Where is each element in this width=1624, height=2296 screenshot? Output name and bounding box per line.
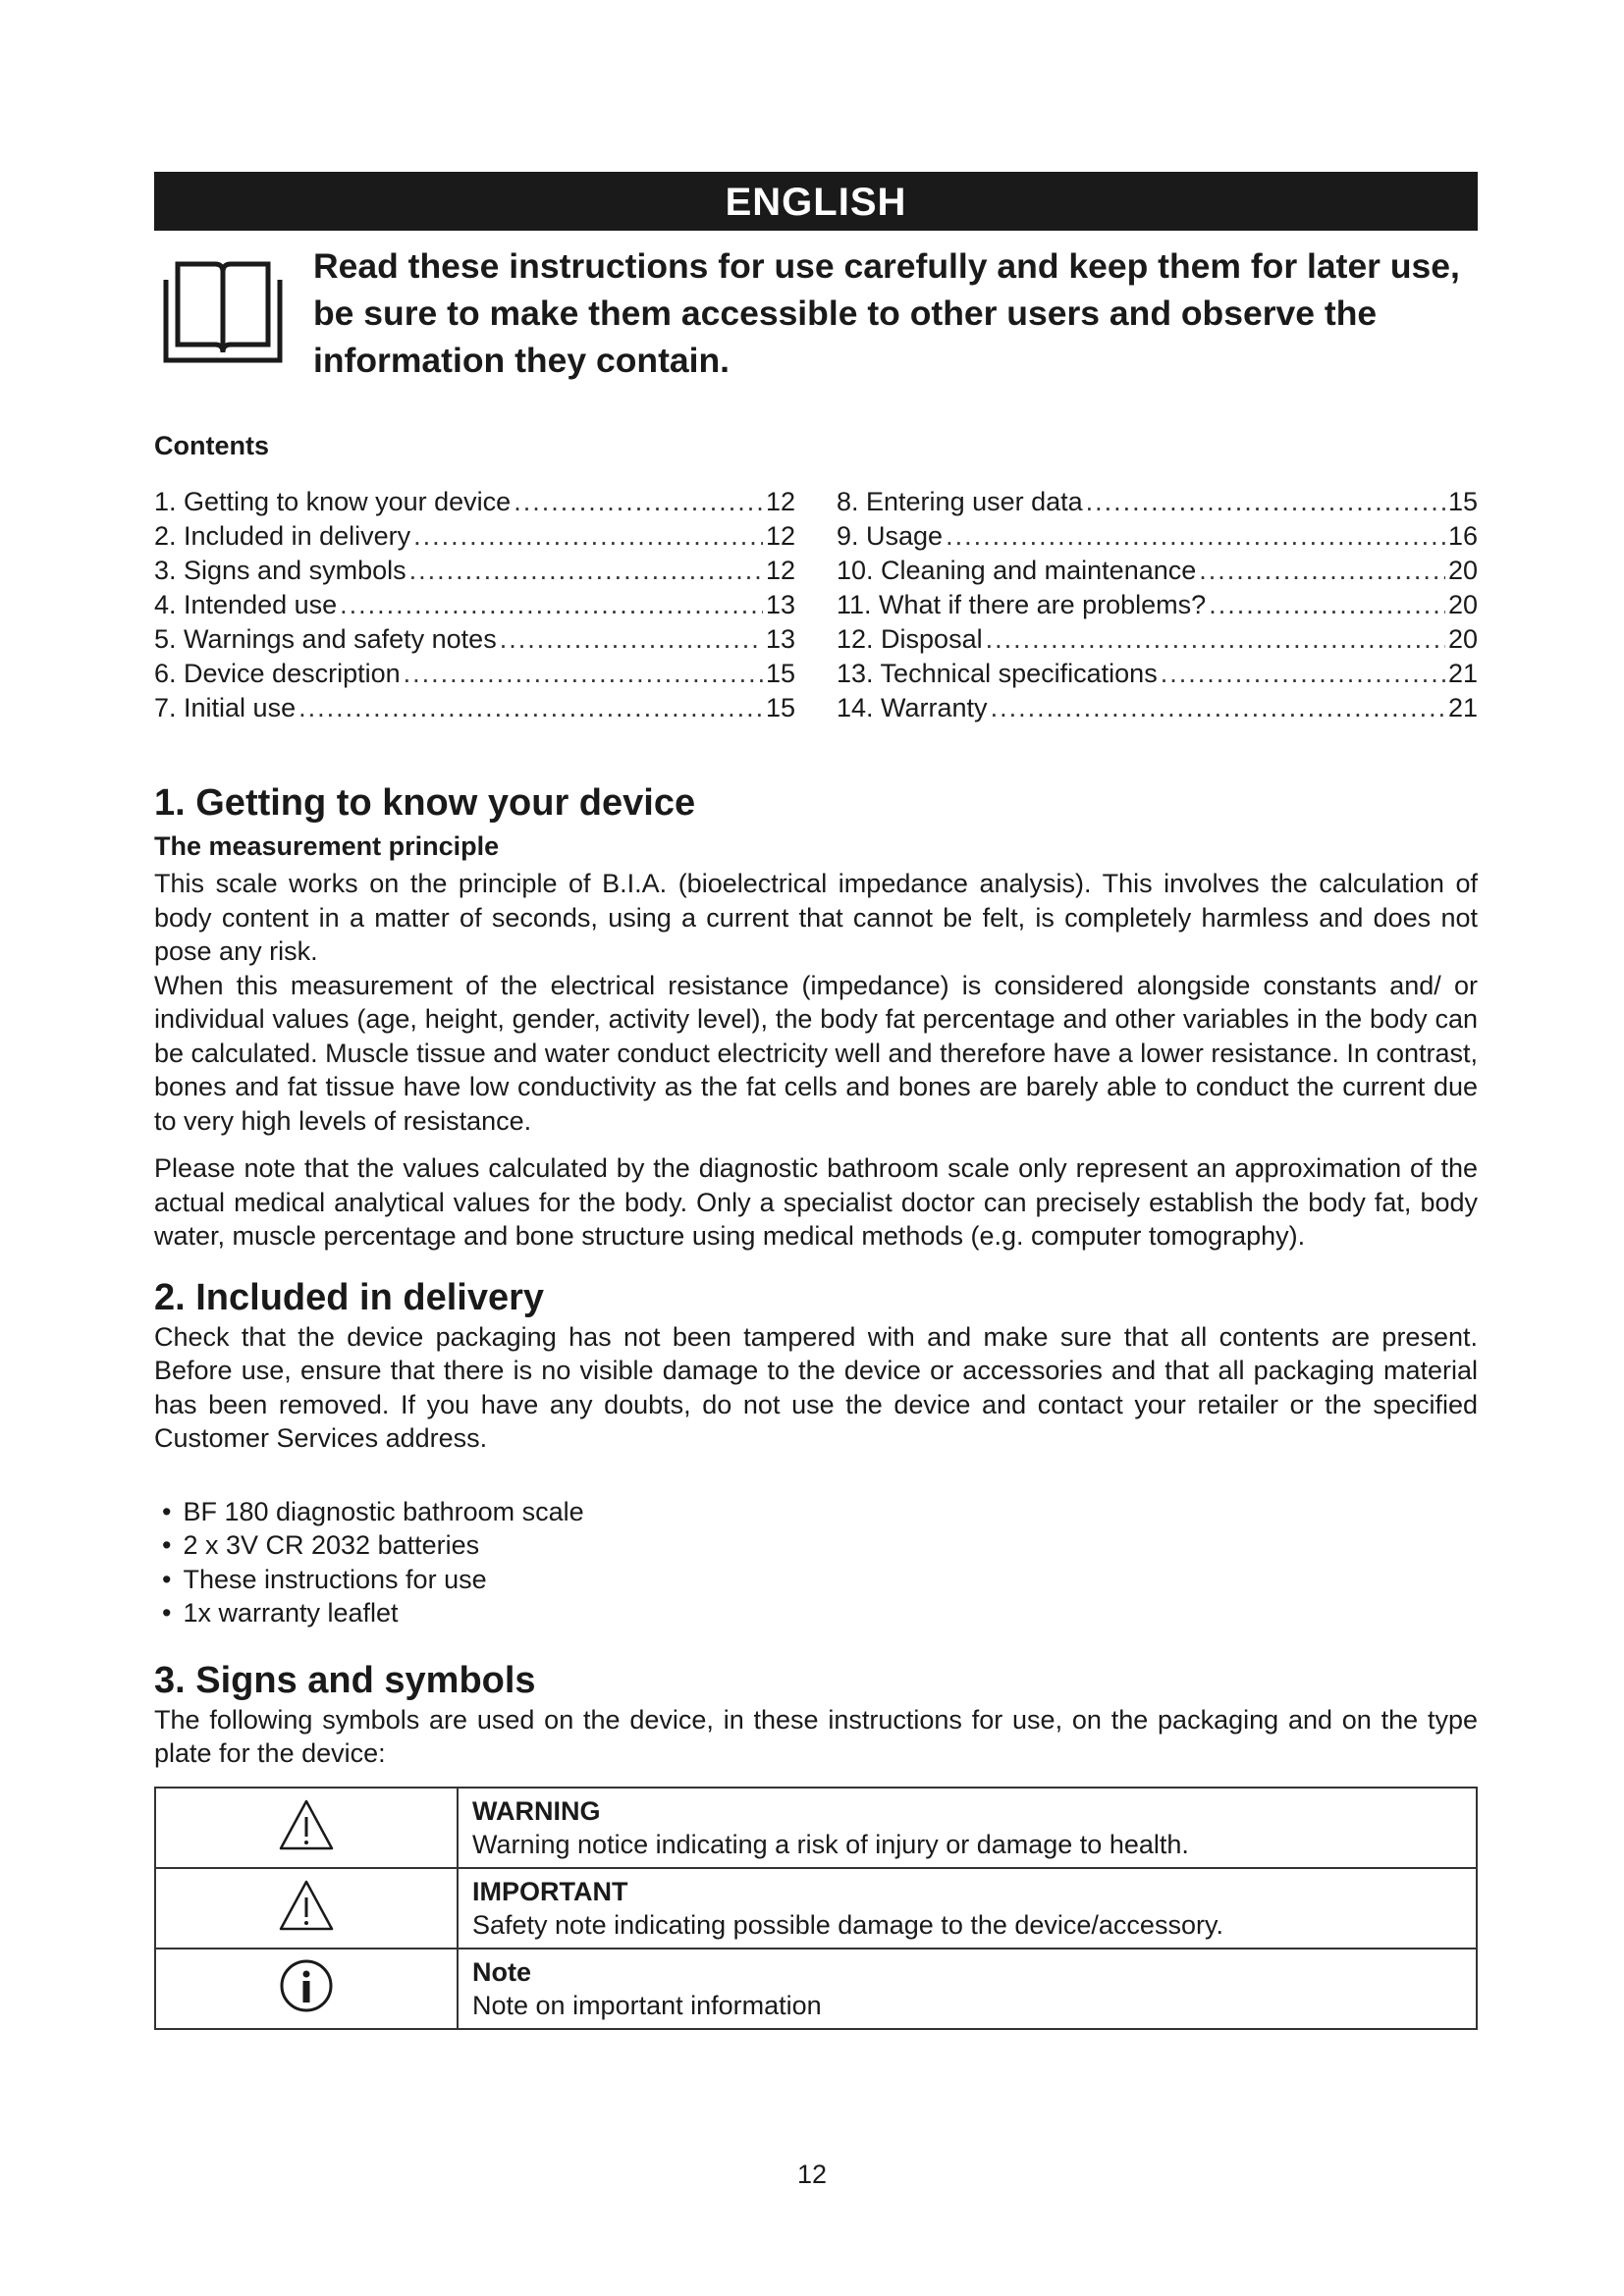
toc-leader-dots — [500, 622, 763, 657]
table-row — [155, 1868, 1477, 1949]
language-header: ENGLISH — [154, 172, 1478, 231]
page-number: 12 — [796, 2160, 828, 2189]
section-3-title: 3. Signs and symbols — [154, 1659, 536, 1701]
toc-item-label: 14. Warranty — [837, 693, 988, 722]
toc-item — [837, 657, 1478, 691]
toc-leader-dots — [991, 691, 1445, 725]
section-1-paragraph-1: This scale works on the principle of B.I.A. (bioelectrical impedance analysis). This involves the calculation of body content in a matter of seconds, using a current that cannot be felt, is completely harmless and does not pose any risk. — [154, 869, 1478, 966]
toc-item-label: 1. Getting to know your device — [154, 487, 512, 516]
toc-item-page: 13 — [765, 624, 795, 654]
toc-leader-dots — [1161, 657, 1445, 691]
toc-item-page: 16 — [1447, 521, 1478, 551]
toc-item — [154, 657, 795, 691]
warning-triangle-icon — [277, 1797, 336, 1852]
toc-item-label: 10. Cleaning and maintenance — [837, 556, 1197, 585]
toc-item — [154, 588, 795, 622]
toc-leader-dots — [298, 691, 763, 725]
toc-leader-dots — [986, 622, 1445, 657]
toc-item-page: 15 — [765, 659, 795, 688]
toc-item — [837, 588, 1478, 622]
toc-item — [837, 622, 1478, 657]
symbol-title: Note — [472, 1956, 531, 1987]
toc-item-label: 6. Device description — [154, 659, 401, 688]
section-1-paragraph-2: When this measurement of the electrical resistance (impedance) is considered alongside constants and/ or individual values (age, height, gender, activity level), the body fat percentage and other variables in the body can be calculated. Muscle tissue and water conduct electricity well and therefore have a lower resistance. In contrast, bones and fat tissue have low conductivity as the fat cells and bones are barely able to conduct the current due to very high levels of resistance. — [154, 970, 1478, 1136]
book-icon — [160, 250, 286, 368]
intro-text: Read these instructions for use carefully and keep them for later use, be sure to make them accessible to other users and observe the information they contain. — [313, 246, 1460, 380]
toc-leader-dots — [340, 588, 763, 622]
toc-item-label: 7. Initial use — [154, 693, 297, 722]
manual-page — [154, 172, 1478, 2030]
toc-item — [837, 485, 1478, 519]
toc-item-label: 11. What if there are problems? — [837, 590, 1207, 619]
toc-leader-dots — [946, 519, 1445, 554]
toc-item-page: 20 — [1447, 624, 1478, 654]
intro-block — [154, 242, 1478, 384]
symbols-table — [154, 1787, 1478, 2030]
toc-item — [837, 691, 1478, 725]
symbol-description — [458, 1949, 1477, 2029]
toc-item-label: 4. Intended use — [154, 590, 338, 619]
toc-leader-dots — [409, 554, 763, 588]
toc-leader-dots — [1086, 485, 1445, 519]
toc-item — [154, 519, 795, 554]
toc-leader-dots — [1199, 554, 1445, 588]
symbol-description — [458, 1868, 1477, 1949]
toc-item — [837, 554, 1478, 588]
warning-triangle-icon — [277, 1878, 336, 1933]
toc-item-label: 2. Included in delivery — [154, 521, 411, 551]
list-item: • 1x warranty leaflet — [154, 1596, 1478, 1630]
toc-item-label: 5. Warnings and safety notes — [154, 624, 497, 654]
table-row — [155, 1788, 1477, 1868]
symbol-description — [458, 1788, 1477, 1868]
toc-item-page: 12 — [765, 556, 795, 585]
symbol-cell — [155, 1868, 458, 1949]
symbol-cell — [155, 1788, 458, 1868]
toc-item — [154, 554, 795, 588]
toc-item — [154, 691, 795, 725]
symbol-cell — [155, 1949, 458, 2029]
toc-item — [154, 485, 795, 519]
toc-item-page: 15 — [765, 693, 795, 722]
symbol-title: IMPORTANT — [472, 1876, 628, 1906]
toc-item-page: 20 — [1447, 590, 1478, 619]
toc-item — [837, 519, 1478, 554]
toc-leader-dots — [514, 485, 763, 519]
info-circle-icon — [277, 1956, 336, 2015]
toc-leader-dots — [404, 657, 763, 691]
section-2-title: 2. Included in delivery — [154, 1276, 545, 1318]
toc-item — [154, 622, 795, 657]
toc-item-page: 13 — [765, 590, 795, 619]
table-of-contents — [154, 485, 1478, 725]
toc-item-page: 21 — [1447, 693, 1478, 722]
toc-item-label: 13. Technical specifications — [837, 659, 1158, 688]
toc-item-page: 12 — [765, 487, 795, 516]
toc-item-page: 12 — [765, 521, 795, 551]
list-item: • BF 180 diagnostic bathroom scale — [154, 1495, 1478, 1529]
list-item: • These instructions for use — [154, 1563, 1478, 1597]
section-3-paragraph-1: The following symbols are used on the device, in these instructions for use, on the packaging and on the type plate for the device: — [154, 1704, 1478, 1768]
table-row — [155, 1949, 1477, 2029]
toc-leader-dots — [413, 519, 763, 554]
toc-item-label: 12. Disposal — [837, 624, 983, 654]
symbol-text: Warning notice indicating a risk of injury or damage to health. — [472, 1829, 1189, 1859]
toc-item-label: 8. Entering user data — [837, 487, 1083, 516]
toc-item-label: 9. Usage — [837, 521, 944, 551]
toc-item-page: 20 — [1447, 556, 1478, 585]
toc-leader-dots — [1209, 588, 1445, 622]
toc-column-right — [837, 485, 1478, 725]
contents-title: Contents — [154, 431, 269, 460]
symbol-text: Note on important information — [472, 1990, 822, 2020]
section-2-paragraph-1: Check that the device packaging has not been tampered with and make sure that all contents are present. Before use, ensure that there is no visible damage to the device or accessories and that all packaging material has been removed. If you have any doubts, do not use the device and contact your retailer or the specified Customer Services address. — [154, 1321, 1478, 1453]
toc-item-label: 3. Signs and symbols — [154, 556, 406, 585]
toc-column-left — [154, 485, 795, 725]
toc-item-page: 21 — [1447, 659, 1478, 688]
section-1-title: 1. Getting to know your device — [154, 782, 696, 824]
toc-item-page: 15 — [1447, 487, 1478, 516]
section-1-paragraph-3: Please note that the values calculated by the diagnostic bathroom scale only represent an approximation of the actual medical analytical values for the body. Only a specialist doctor can precisely establish the body fat, body water, muscle percentage and bone structure using medical methods (e.g. computer tomography). — [154, 1153, 1478, 1251]
list-item: • 2 x 3V CR 2032 batteries — [154, 1528, 1478, 1563]
symbol-text: Safety note indicating possible damage to the device/accessory. — [472, 1909, 1223, 1940]
delivery-list — [154, 1495, 1478, 1630]
symbol-title: WARNING — [472, 1795, 601, 1826]
section-1-subtitle: The measurement principle — [154, 831, 500, 861]
